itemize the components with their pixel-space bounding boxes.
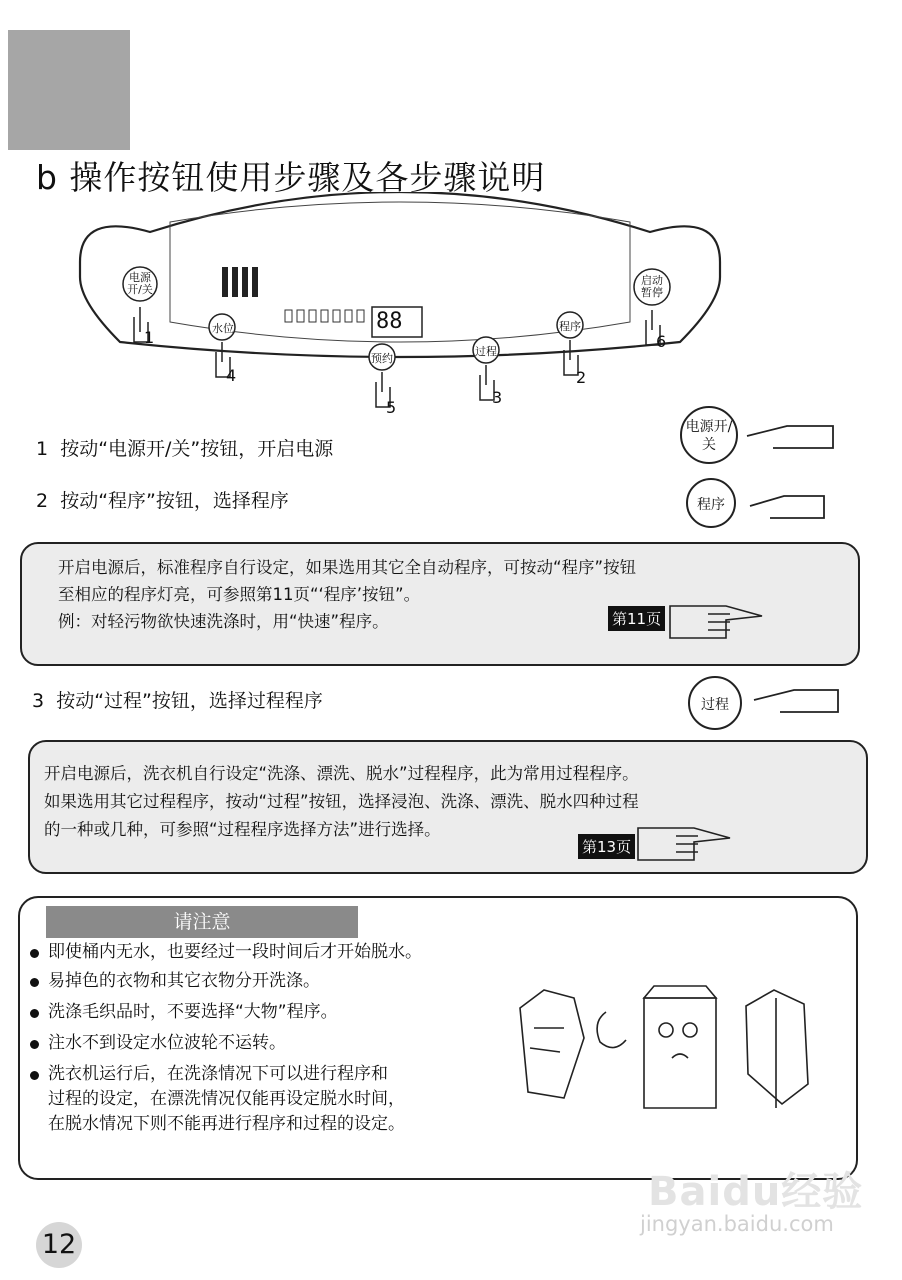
washer-clothes-illustration	[514, 968, 814, 1128]
box2-line-1: 开启电源后，洗衣机自行设定“洗涤、漂洗、脱水”过程程序，此为常用过程程序。	[44, 764, 639, 783]
box2-line-2: 如果选用其它过程程序，按动“过程”按钮，选择浸泡、洗涤、漂洗、脱水四种过程	[44, 792, 639, 811]
page-ref-13: 第13页	[578, 834, 635, 859]
pointing-hand-icon	[752, 684, 842, 714]
step-1	[36, 434, 333, 461]
step-2-number: 2	[36, 490, 49, 512]
page-title: b 操作按钮使用步骤及各步骤说明	[36, 158, 546, 197]
digit-display: 88	[376, 309, 403, 334]
process-info-box	[28, 740, 868, 874]
start-button-label: 启动暂停	[641, 274, 663, 299]
water-level-button-label: 水位	[212, 322, 234, 335]
callout-1: 1	[144, 328, 155, 347]
program-button-icon: 程序	[686, 478, 736, 528]
control-panel-diagram	[70, 192, 730, 432]
step-2	[36, 486, 289, 513]
step-1-text: 按动“电源开/关”按钮，开启电源	[60, 438, 334, 460]
program-info-box	[20, 542, 860, 666]
notice-item-3: 洗涤毛织品时，不要选择“大物”程序。	[30, 1000, 422, 1025]
process-button-icon: 过程	[688, 676, 742, 730]
callout-3: 3	[492, 388, 503, 407]
callout-2: 2	[576, 368, 587, 387]
process-button-label: 过程	[475, 345, 497, 358]
corner-tab	[8, 30, 130, 150]
notice-item-4: 注水不到设定水位波轮不运转。	[30, 1031, 422, 1056]
notice-item-5: 洗衣机运行后，在洗涤情况下可以进行程序和 过程的设定，在漂洗情况仅能再设定脱水时间， 在脱水情况下则不能再进行程序和过程的设定。	[30, 1062, 422, 1137]
callout-5: 5	[386, 398, 397, 417]
page-number: 12	[36, 1222, 82, 1268]
watermark-url: jingyan.baidu.com	[640, 1212, 834, 1236]
notice-heading: 请注意	[46, 906, 358, 938]
pointing-hand-icon	[745, 420, 835, 450]
callout-6: 6	[656, 332, 667, 351]
step-2-text: 按动“程序”按钮，选择程序	[60, 490, 289, 512]
step-3	[32, 686, 323, 713]
page-ref-11: 第11页	[608, 606, 665, 631]
pointing-hand-icon	[748, 490, 828, 520]
callout-4: 4	[226, 366, 237, 385]
delay-button-label: 预约	[371, 352, 393, 365]
box1-line-3: 例：对轻污物欲快速洗涤时，用“快速”程序。	[58, 612, 389, 631]
program-button-label: 程序	[559, 320, 581, 333]
notice-box	[18, 896, 858, 1180]
notice-item-2: 易掉色的衣物和其它衣物分开洗涤。	[30, 969, 422, 994]
box1-line-1: 开启电源后，标准程序自行设定，如果选用其它全自动程序，可按动“程序”按钮	[58, 558, 637, 577]
box1-line-2: 至相应的程序灯亮，可参照第11页“‘程序’按钮”。	[58, 585, 421, 604]
box2-line-3: 的一种或几种，可参照“过程程序选择方法”进行选择。	[44, 820, 441, 839]
power-button-icon: 电源开/关	[680, 406, 738, 464]
power-button-label: 电源开/关	[127, 271, 153, 296]
pointing-hand-icon	[668, 600, 768, 640]
step-1-number: 1	[36, 438, 49, 460]
notice-list	[30, 940, 422, 1137]
step-3-number: 3	[32, 690, 45, 712]
step-3-text: 按动“过程”按钮，选择过程程序	[56, 690, 323, 712]
notice-item-1: 即使桶内无水，也要经过一段时间后才开始脱水。	[30, 940, 422, 965]
pointing-hand-icon	[636, 822, 736, 862]
watermark-brand: Baidu经验	[648, 1169, 864, 1215]
